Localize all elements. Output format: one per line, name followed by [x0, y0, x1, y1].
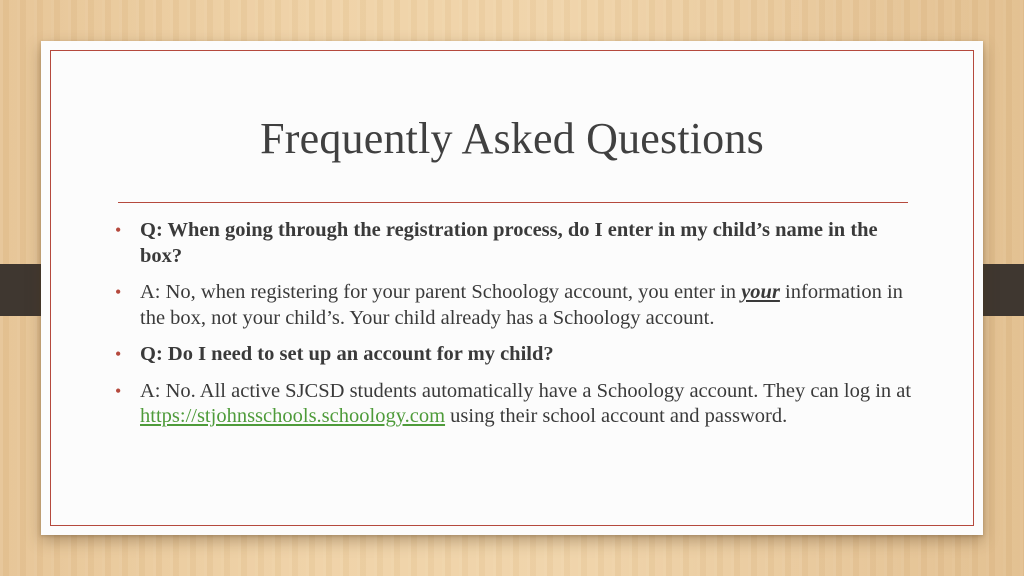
schoology-link[interactable]: https://stjohnsschools.schoology.com	[140, 405, 446, 427]
answer-emphasis: your	[741, 281, 780, 303]
bullet-icon: •	[115, 282, 122, 302]
faq-list	[115, 218, 915, 441]
bullet-icon: •	[115, 380, 122, 401]
answer-text-end: information in the box, not your child’s. Your child already has a Schoology account.	[140, 281, 903, 329]
answer-text-start: A: No, when registering for your parent Schoology account, you enter in	[140, 281, 742, 303]
title-divider	[118, 202, 908, 203]
answer-text-start: A: No. All active SJCSD students automatically have a Schoology account. They can log in at	[140, 379, 912, 402]
answer-text-end: using their school account and password.	[445, 405, 788, 427]
faq-answer-2	[115, 379, 915, 430]
question-text: Q: Do I need to set up an account for my child?	[140, 343, 554, 365]
faq-question-2	[115, 342, 915, 368]
slide-title: Frequently Asked Questions	[260, 114, 764, 163]
faq-question-1	[115, 218, 915, 269]
faq-answer-1	[115, 280, 915, 331]
bullet-icon: •	[115, 344, 122, 364]
question-text: Q: When going through the registration process, do I enter in my child’s name in the box?	[140, 219, 878, 267]
bullet-icon: •	[115, 220, 122, 240]
slide	[41, 41, 983, 535]
